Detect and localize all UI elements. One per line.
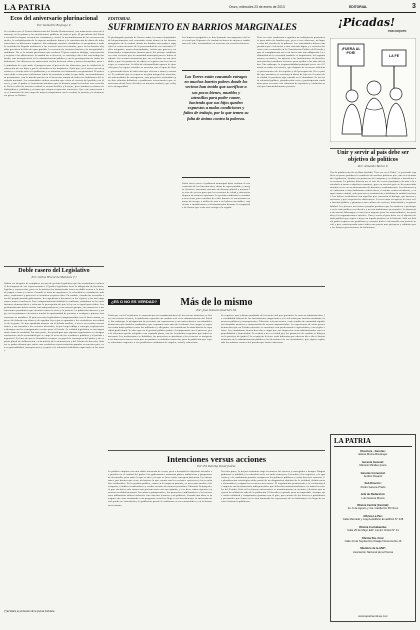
credit-row <box>334 493 412 500</box>
credit-role: Miembro de la ANP: <box>360 547 386 551</box>
credit-row <box>334 504 412 511</box>
question-title: Más de lo mismo <box>180 297 253 308</box>
credit-role: Sub Director: <box>364 482 382 486</box>
col1-footer-note: (*) El Diario es el decano de la prensa boliviana <box>4 610 55 613</box>
credit-name: Luis Gareca Rivera <box>361 496 385 500</box>
editorial-block <box>108 16 325 284</box>
question-block <box>108 288 325 448</box>
masthead-section: EDITORIAL <box>349 5 368 9</box>
cartoon-logo <box>330 16 416 36</box>
credit-role: Oficina Cochabamba: <box>359 525 387 529</box>
credit-role: Gerente Comercial: <box>360 471 386 475</box>
editorial-body-col2b: Entre otras cosas el gobierno municipal debe realizar el saneamiento de los loteamientos, dotar de agua potable y energía eléctrica, construir sistemas de drenaje pluvial y mejorar las vías de acceso para que los servicios de salud y educación lleguen de manera oportuna. La gestión ambiental es también necesaria, pues muchos de estos barrios se encuentran en zonas de riesgo, a orillas de ríos o en laderas inestables, expuestos a inundaciones y deslizamientos durante la temporada de lluvias que cada año castiga a la región. <box>182 182 250 210</box>
credit-row <box>334 537 412 544</box>
col1-article2 <box>4 268 104 616</box>
credit-name: Calle 25 de Mayo Edif. Centro Cristal N° 41 <box>347 529 399 533</box>
editorial-title: SUFRIMIENTO EN BARRIOS MARGINALES <box>108 22 297 33</box>
pullquote-text: Las Torres están causando estragos en muchos barrios pobres donde los vecinos han tenido que sacrificar a sus pocos bienes, muebles y utensilios para poder comer, haciendo que sus hijos queden expuestos a malas condiciones y faltos de trabajo, por lo que temen su falta de ánimo contra la pobreza. <box>183 74 249 121</box>
intenciones-body-col1: La política empieza con una noble intención de servir, pero a menudo los objetivos iniciales se pierden en el camino del poder. Los gobernantes anuncian planes ambiciosos y programas de desarrollo, pero entre lo que se dice y lo que se hace existe una gran distancia. Las intenciones, por buenas que sean, no bastan; lo que cuenta son las acciones concretas y los resultados verificables. En la gestión pública, como en la empresa privada, es necesario medir el desempeño, establecer indicadores y rendir cuentas de manera periódica. Edwards Deming decía que sin datos solo somos una persona más con una opinión, y esa frase cobra vigencia en nuestra realidad nacional. Los planes quinquenales, los proyectos emblemáticos y las inversiones millonarias deben evaluarse con criterios técnicos y no políticos. Cuando una obra se inaugura sin estar terminada o un programa social no llega a sus beneficiarios, la intención inicial queda en entredicho y la población pierde la confianza en sus autoridades y en la democracia misma. <box>108 470 212 507</box>
col1-divider <box>4 266 104 267</box>
editorial-body-col2: Los barrios marginales se han formado con migrantes del área rural que llegaron a la ciudad en busca de mejores condiciones de vida, asentándose en terrenos sin servicios básicos. <box>182 36 250 46</box>
masthead-logo: LA PATRIA <box>4 2 51 12</box>
editorial-body-col3: Vivir en estas condiciones significa un sufrimiento permanente para miles de familias que, pese a sus esfuerzos, no logran salir del círculo de la pobreza. Las autoridades deben comprender que el derecho a una vivienda digna y a servicios básicos está reconocido en la Constitución Política del Estado y que su cumplimiento no es un favor sino una obligación. La solidaridad de la sociedad también es importante; las organizaciones vecinales, las iglesias y las instituciones de beneficencia pueden coordinar acciones para ayudar a los más afectados. Sin embargo, la responsabilidad principal recae en el Estado en todos sus niveles, que dispone de recursos suficientes provenientes de las regalías y del presupuesto. No es posible que mientras se construyen obras de lujo en el centro de la ciudad, la periferia siga sumida en el abandono. Se necesita voluntad política, planificación seria y participación ciudadana para revertir esta situación de injusticia y exclusión social que lamentablemente persiste. <box>257 36 325 88</box>
article2-body: Podría ser después de cumplirse un año de gestión legislativa que los ciudadanos evalúen el desempeño de sus representantes. El poder legislativo tiene la obligación de fiscalizar, legislar y representar, pero en la práctica ha demostrado tener un doble rasero a la hora de juzgar a unos y a otros. Cuando se trata de opositores, la celeridad es asombrosa: informes, comisiones y procesos se tramitan en pocos días. En cambio, cuando los acusados son del propio partido gobernante, los expedientes duermen en los cajones y las investigaciones nunca concluyen. Este comportamiento debilita la confianza ciudadana en las instituciones democráticas y refuerza la percepción de que la ley no es igual para todos. Los parlamentarios deben actuar con independencia y con criterio propio, sin someterse a instrucciones partidarias que atentan contra la ética y la justicia. La población observa y juzga; en las próximas elecciones tendrá la oportunidad de premiar o castigar a quienes traicionaron su mandato. El país necesita legisladores comprometidos con el bien común, capaces de debatir con altura y de aprobar leyes que respondan a las verdaderas necesidades de la gente. Se han aprobado normas sin el debido análisis, a veces en sesiones maratónicas y sin consulta a los sectores afectados, lo que luego obliga a corregir, reglamentar o derogar con los consiguientes costos para el Estado. La calidad legislativa es tan importante como la cantidad. Por otra parte, los privilegios que algunos legisladores se otorgan contrastan con la austeridad que se exige al resto de los servidores públicos y al pueblo en general. Es hora de que la Asamblea recupere su papel de contrapeso del poder y de espacio plural de deliberación, en beneficio de la democracia y del Estado de derecho. Solo así se podrá afirmar que existe una verdadera representación popular en nuestro país, con responsabilidad, transparencia y respeto a la voluntad ciudadana expresada en las urnas. <box>4 282 104 353</box>
masthead-date: Oruro, miércoles 23 de enero de 2013 <box>229 5 285 9</box>
article1-author: Por: Demetrio Reynaga V. <box>37 24 71 27</box>
center-divider-2 <box>108 450 325 451</box>
col1-article1 <box>4 16 104 264</box>
credit-role: Jefe de Redacción: <box>360 493 386 497</box>
unir-body: Con la publicación de un libro titulado "Una vez en el Poder" se pretende explicar en pocas palabras la conducta de muchos políticos que, una vez alcanzado el gobierno, olvidan sus promesas de campaña y se dedican a beneficiar a su entorno. La política debería ser el arte de servir al prójimo y de unir a la sociedad en torno a objetivos comunes, pero en nuestro país se ha convertido muchas veces en un instrumento de división y confrontación. Los discursos que enfrentan a unos bolivianos contra otros, a oriente contra occidente, a campo contra ciudad, solo generan resentimiento y debilitan la unidad nacional. Los líderes verdaderos son aquellos que convocan al diálogo, que buscan consensos y que respetan las diferencias. Es necesario recuperar la ética en la función pública y promover una cultura de servicio, honestidad y responsabilidad. Los jóvenes necesitan ejemplos positivos que los motiven a participar en la vida política con ideales y no con ambiciones personales. La formación de nuevos liderazgos es una tarea urgente para las universidades, los partidos y las organizaciones sociales. Unir y servir al país debe ser el objetivo de todo político que aspire a dejar un legado positivo en la historia. Solo así Bolivia podrá superar sus problemas y avanzar hacia el desarrollo con justicia social y paz, construyendo entre todos una patria más próspera y solidaria para las futuras generaciones de bolivianos. <box>330 171 416 229</box>
cartoon-logo-text: ¡Picadas! <box>338 16 395 29</box>
intenciones-body-col2: Por otra parte, la mejora continua exige reconocer los errores y corregirlos a tiempo. Ningún gobierno es infalible y la soberbia suele ser mala consejera. Escuchar a los expertos, a la oposición y a la ciudadanía permite enriquecer las políticas públicas y evitar fracasos costosos. La planificación estratégica debe partir de un diagnóstico objetivo de la realidad, definir metas alcanzables y asignar los recursos necesarios. El seguimiento permanente y la evaluación de impacto son herramientas indispensables que deberían institucionalizarse en todos los niveles del Estado. Solo así las buenas intenciones se transformarán en acciones efectivas que mejoren la calidad de vida de la población. El desafío es grande pero no imposible, siempre que exista voluntad y compromiso genuino con el país, por encima de los intereses partidarios y personales que tantas veces han frustrado las esperanzas de los bolivianos a lo largo de nuestra historia republicana. <box>221 470 325 504</box>
cartoon-byline: POR COQUITO <box>388 30 407 33</box>
credits-brand: LA PATRIA <box>334 437 412 447</box>
unir-block <box>330 150 416 430</box>
credit-row <box>334 472 412 479</box>
unir-title: Unir y servir al país debe ser objetivo de políticos <box>336 150 410 163</box>
credit-role: Directora - Gerente: <box>360 450 386 453</box>
credit-row <box>334 450 412 457</box>
credit-name: Andrés Rosario <box>363 475 383 479</box>
masthead <box>4 3 416 13</box>
editorial-body-col1: El prolongado periodo de lluvias sobre las zonas deprimidas del departamento está causando serios daños en los barrios marginales de la ciudad, donde las familias más pobres soportan las consecuencias de la precariedad de sus viviendas. Calles anegadas, muros derrumbados, techos que gotean y enfermedades respiratorias forman parte del paisaje cotidiano en estos sectores que la autoridad municipal parece haber olvidado. Los vecinos denuncian que sus reclamos no son atendidos y que las promesas de obras se repiten año tras año sin que se concreten. La falta de alcantarillado agrava la situación pues las aguas servidas se mezclan con el agua de lluvia, generando focos de infección que afectan a niños y ancianos. Es evidente que se requiere un plan integral de atención, no solo medidas de emergencia, sino proyectos sostenibles que den solución definitiva a problemas estructurales que se arrastran desde hace décadas en nuestra ciudad y que reflejan la desigualdad. <box>108 36 176 88</box>
credit-name: Calle 24 de Septiembre Pasaje Florencia No 16 <box>344 539 402 543</box>
cartoon-sign-text: ¡FUERA AL POR! <box>341 47 361 56</box>
editorial-kicker: EDITORIAL <box>108 16 131 21</box>
question-body-col1: Dado que en la Presidencia se anunció que los nombramientos de los nuevos ministros se harán con criterio técnico, la población esperaba un cambio real en la administración del Estado. Sin embargo, la designación de personas sin experiencia y con antecedentes cuestionables demuestra que nada ha cambiado y que seguimos ante más de lo mismo. Los cargos se reparten como botín político entre los militantes y allegados, sin considerar la idoneidad ni la capacidad profesional. Se dice que en la gestión pública prima el compromiso con el proceso, pero la eficiencia queda relegada a un segundo plano, con los resultados negativos que todos conocemos. Las instituciones se debilitan, los proyectos se paralizan y los recursos se malgastan en burocracia innecesaria que no produce resultados concretos para la población que espera soluciones urgentes a sus problemas cotidianos de empleo, salud y educación. <box>108 314 212 345</box>
intenciones-title: Intenciones versus acciones <box>166 454 267 464</box>
masthead-page: 3 <box>412 3 416 10</box>
right-divider <box>330 148 416 149</box>
credits-list <box>334 450 412 554</box>
question-label: ¿ES O NO ES VERDAD? <box>108 299 160 305</box>
credit-row <box>334 461 412 468</box>
credit-role: Oficina Central (Central): <box>357 504 389 508</box>
credit-row <box>334 515 412 522</box>
intenciones-author: Por: Ed Deming David Juárez <box>197 465 236 468</box>
credits-box <box>330 434 416 622</box>
cartoon-sign-text-2: LA FE <box>388 54 400 58</box>
article1-title: Ecos del aniversario plurinacional <box>10 16 98 22</box>
credit-name: Marcelo Miralles Iporre <box>359 464 387 468</box>
credit-role: Gerente General: <box>362 460 384 464</box>
credit-name: Pedro Gareca Prado <box>360 485 386 489</box>
question-body-col2: Se requiere una reforma profunda del servicio civil que garantice la carrera administrativa, la estabilidad laboral de los funcionarios competentes y la selección por méritos mediante concursos públicos y transparentes. Mientras esto no ocurra, cada cambio de autoridad significará despidos masivos y contratación de nuevos improvisados. La experiencia de otros países demuestra que un Estado eficiente se construye con profesionales capacitados y con reglas claras. Los ciudadanos tienen derecho a exigir que sus impuestos sean administrados con responsabilidad y honestidad. Es verdad o no es verdad que las promesas de cambio se diluyen en la práctica del poder? La respuesta la tiene cada boliviano que observa día a día el funcionamiento de la administración pública y las decisiones de sus autoridades, que siguen repitiendo los mismos errores del pasado que tanto criticaron. <box>221 314 325 345</box>
credit-name: Calle Mercado y Loayza Edificio Ex Edificio N° 348 <box>342 518 404 522</box>
article2-author: Por: Carlos Brocal de Mendoza (*) <box>31 276 77 279</box>
center-divider <box>108 286 325 287</box>
credit-row <box>334 482 412 489</box>
cartoon-sign-2 <box>382 50 406 66</box>
article1-body: Se celebró ayer el Cuarto Aniversario del Estado Plurinacional, con numerosos actos de homenaje en las plazas y las instituciones públicas de todo el país. El presidente del Estado recordó los logros en materia económica y social, la nacionalización de los recursos naturales, la redistribución de la riqueza mediante bonos y la construcción de obras de infraestructura en diferentes regiones. Sin embargo, muchos ciudadanos se preguntan si todo lo señalado ha llegado realmente a los sectores más necesitados, pues en los barrios alejados persisten la falta de agua potable, la carencia de servicios básicos y la inseguridad ciudadana. No es lo mismo proclamar que realizar. El país requiere diálogo, concertación y respeto a las diferencias; la unidad no se decreta, se construye día a día con trabajo honrado, con transparencia en la administración pública y con la participación de todos los bolivianos. Los discursos de aniversario suelen destacar cifras y metas alcanzadas, pero el ciudadano de a pie mide el progreso por el precio de los alimentos, por la calidad de la educación de sus hijos y por la atención en los hospitales. Ojalá que en el nuevo año de gestión se escuche más a la población y se atiendan sus demandas con prontitud. El aniversario debe servir para reflexionar sobre lo avanzado y sobre lo que falta, sin triunfalismos ni pesimismos, con la mirada puesta en el bienestar común de todos los habitantes del territorio nacional. Las autoridades deben recordar que están al servicio del pueblo y no al revés, y que el poder es transitorio mientras que la historia juzga los hechos con severidad. En las calles de nuestra ciudad se vieron desfiles y festejos, pero también reclamos de trabajadores, jubilados y vecinos que exigen respuestas concretas. Que este aniversario sea el comienzo de una etapa de mayor compromiso con la verdad, la justicia y la democracia plena en Bolivia. <box>4 30 104 97</box>
editorial-pullquote <box>182 70 250 178</box>
unir-author: Por: Armando Marca V. <box>357 165 389 168</box>
credit-name: Asociación Nacional de la Prensa <box>352 550 394 554</box>
cartoon-block <box>330 16 416 144</box>
credit-row <box>334 526 412 533</box>
article2-title: Doble rasero del Legislativo <box>18 268 90 274</box>
credit-row <box>334 547 412 554</box>
credits-web[interactable]: www.lapatriaenlinea.com <box>358 615 388 618</box>
credit-name: Eliana Rivera Boulanger <box>358 453 388 457</box>
credit-name: Av. 6 de Agosto y 1ra. Casilla No 48 Oruro <box>347 507 399 511</box>
credit-role: Oficina La Paz: <box>363 514 383 518</box>
intenciones-block <box>108 452 325 622</box>
credit-role: Oficina Sta. Cruz: <box>361 536 385 540</box>
question-author: Por: José Gonzalo Guerrero M. <box>196 309 237 312</box>
